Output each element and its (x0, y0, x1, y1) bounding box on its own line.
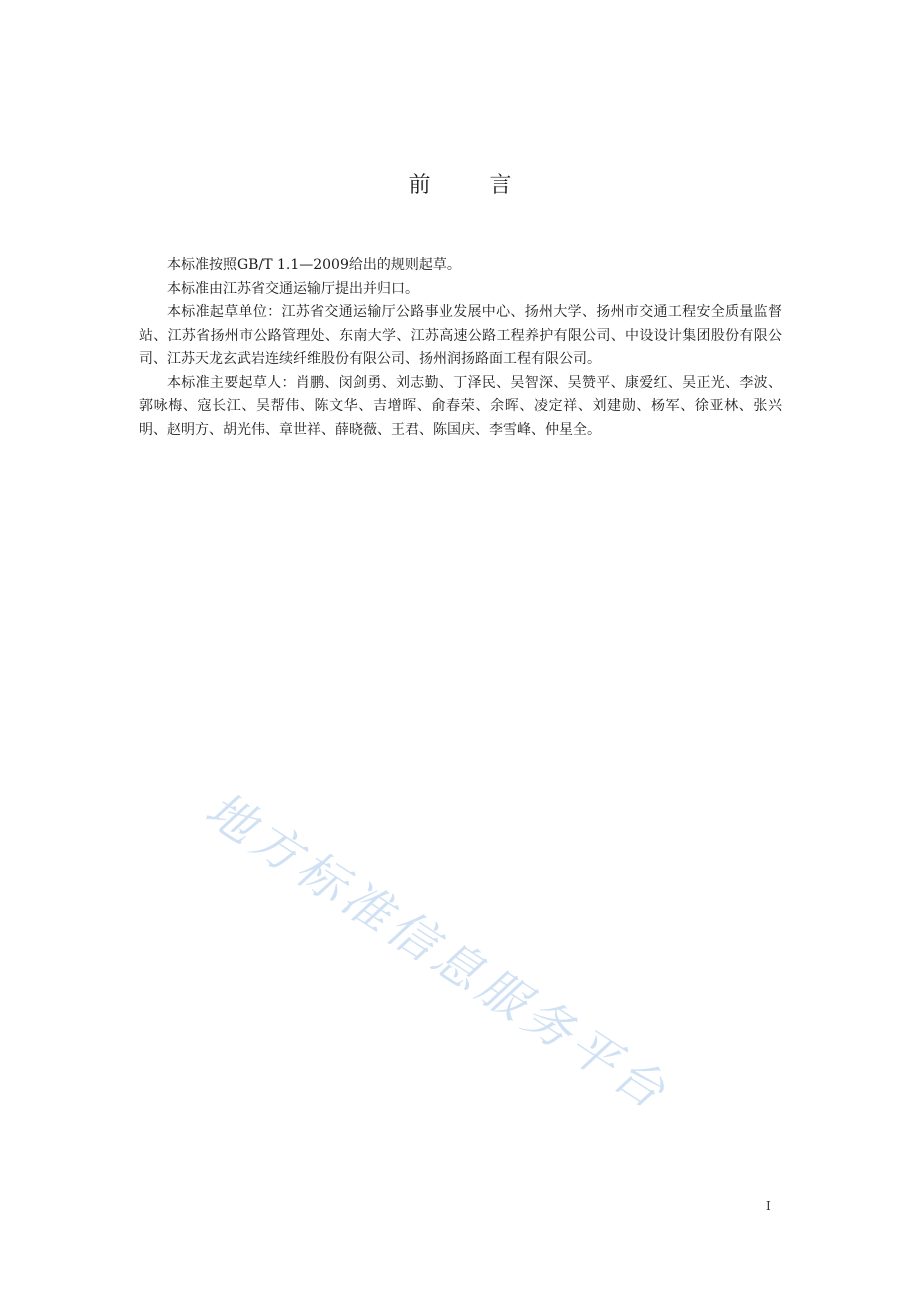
paragraph-drafting-units: 本标准起草单位：江苏省交通运输厅公路事业发展中心、扬州大学、扬州市交通工程安全质量监督站、江苏省扬州市公路管理处、东南大学、江苏高速公路工程养护有限公司、中设设计集团股份有限公司、江苏天龙玄武岩连续纤维股份有限公司、扬州润扬路面工程有限公司。 (139, 304, 782, 367)
page-number: I (766, 1199, 771, 1213)
watermark: 地方标准信息服务平台 (195, 781, 679, 1123)
paragraph-drafting-rules: 本标准按照GB/T 1.1—2009给出的规则起草。 (167, 257, 461, 273)
page-title: 前 言 (408, 173, 538, 198)
paragraph-drafters: 本标准主要起草人：肖鹏、闵剑勇、刘志勤、丁泽民、吴智深、吴赞平、康爱红、吴正光、李波、郭咏梅、寇长江、吴帮伟、陈文华、吉增晖、俞春荣、余晖、凌定祥、刘建勋、杨军、徐亚林、张兴明、赵明方、胡光伟、章世祥、薛晓薇、王君、陈国庆、李雪峰、仲星全。 (139, 374, 782, 438)
foreword-body (139, 254, 782, 442)
paragraph-proposer: 本标准由江苏省交通运输厅提出并归口。 (167, 280, 419, 297)
